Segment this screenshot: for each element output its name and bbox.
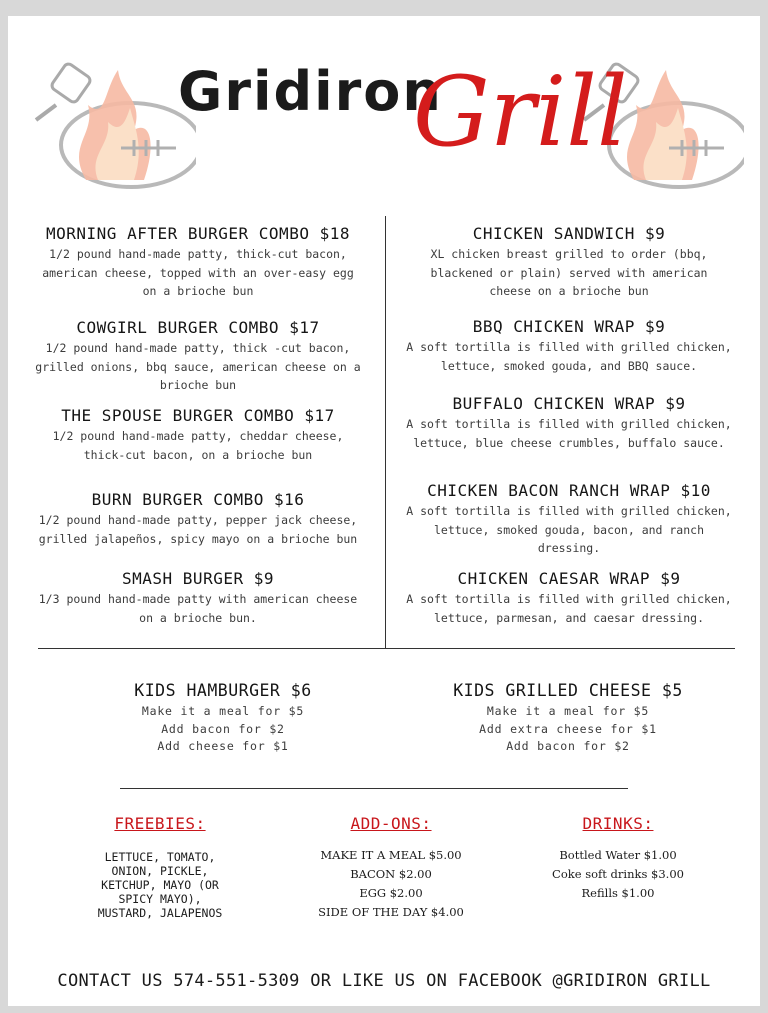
menu-item-title: KIDS HAMBURGER $6 <box>134 681 312 700</box>
menu-item-desc: A soft tortilla is filled with grilled chicken, lettuce, blue cheese crumbles, buffalo sauce. <box>406 417 732 450</box>
freebies-list: LETTUCE, TOMATO, ONION, PICKLE, KETCHUP, MAYO (OR SPICY MAYO), MUSTARD, JALAPENOS <box>97 850 223 920</box>
menu-item-title: CHICKEN SANDWICH $9 <box>472 224 666 243</box>
menu-item <box>404 569 734 627</box>
menu-item-title: BUFFALO CHICKEN WRAP $9 <box>452 394 686 413</box>
column-divider <box>385 216 386 648</box>
menu-item <box>404 394 734 452</box>
menu-item-desc: 1/2 pound hand-made patty, cheddar cheese, thick-cut bacon, on a brioche bun <box>52 429 344 462</box>
menu-item <box>28 224 368 301</box>
logo-script: Grill <box>413 56 628 168</box>
addons-heading: ADD-ONS: <box>350 814 432 833</box>
menu-item-desc: 1/2 pound hand-made patty, thick-cut bacon, american cheese, topped with an over-easy egg on a brioche bun <box>42 247 354 298</box>
flaming-football-spatula-icon <box>26 50 196 200</box>
logo-wordmark: Gridiron <box>178 60 443 123</box>
addons-list: MAKE IT A MEAL $5.00 BACON $2.00 EGG $2.00 SIDE OF THE DAY $4.00 <box>318 848 464 919</box>
menu-page <box>8 16 760 1006</box>
menu-item-title: COWGIRL BURGER COMBO $17 <box>76 318 320 337</box>
menu-item-desc: A soft tortilla is filled with grilled chicken, lettuce, smoked gouda, bacon, and ranch dressing. <box>406 504 732 555</box>
menu-item <box>28 569 368 627</box>
section-divider <box>38 648 735 649</box>
drinks-heading: DRINKS: <box>582 814 654 833</box>
menu-item-desc: 1/2 pound hand-made patty, thick -cut bacon, grilled onions, bbq sauce, american cheese on a brioche bun <box>35 341 361 392</box>
drinks-list: Bottled Water $1.00 Coke soft drinks $3.00 Refills $1.00 <box>552 848 684 900</box>
menu-item-desc: XL chicken breast grilled to order (bbq, blackened or plain) served with american cheese on a brioche bun <box>430 247 708 298</box>
menu-item <box>28 406 368 464</box>
menu-item-title: CHICKEN BACON RANCH WRAP $10 <box>427 481 711 500</box>
menu-item-title: KIDS GRILLED CHEESE $5 <box>453 681 683 700</box>
menu-item-desc: 1/3 pound hand-made patty with american cheese on a brioche bun. <box>38 592 358 625</box>
menu-item-desc: Make it a meal for $5 Add bacon for $2 Add cheese for $1 <box>141 704 305 753</box>
freebies-heading: FREEBIES: <box>114 814 206 833</box>
menu-item-desc: 1/2 pound hand-made patty, pepper jack cheese, grilled jalapeños, spicy mayo on a brioche bun <box>38 513 358 546</box>
menu-item-title: SMASH BURGER $9 <box>122 569 274 588</box>
menu-item <box>404 481 734 558</box>
menu-item-title: BBQ CHICKEN WRAP $9 <box>472 317 666 336</box>
menu-item-title: CHICKEN CAESAR WRAP $9 <box>457 569 681 588</box>
kids-menu-item <box>418 681 718 756</box>
section-divider <box>120 788 628 789</box>
menu-item-desc: A soft tortilla is filled with grilled chicken, lettuce, parmesan, and caesar dressing. <box>406 592 732 625</box>
menu-item-title: MORNING AFTER BURGER COMBO $18 <box>46 224 350 243</box>
menu-item <box>28 318 368 395</box>
menu-item-title: BURN BURGER COMBO $16 <box>91 490 305 509</box>
menu-item <box>28 490 368 548</box>
menu-item-title: THE SPOUSE BURGER COMBO $17 <box>61 406 335 425</box>
menu-item <box>404 317 734 375</box>
kids-menu-item <box>68 681 378 756</box>
menu-item-desc: A soft tortilla is filled with grilled chicken, lettuce, smoked gouda, and BBQ sauce. <box>406 340 732 373</box>
menu-item-desc: Make it a meal for $5 Add extra cheese for $1 Add bacon for $2 <box>479 704 657 753</box>
contact-footer: CONTACT US 574-551-5309 OR LIKE US ON FACEBOOK @GRIDIRON GRILL <box>57 971 711 991</box>
menu-item <box>404 224 734 301</box>
